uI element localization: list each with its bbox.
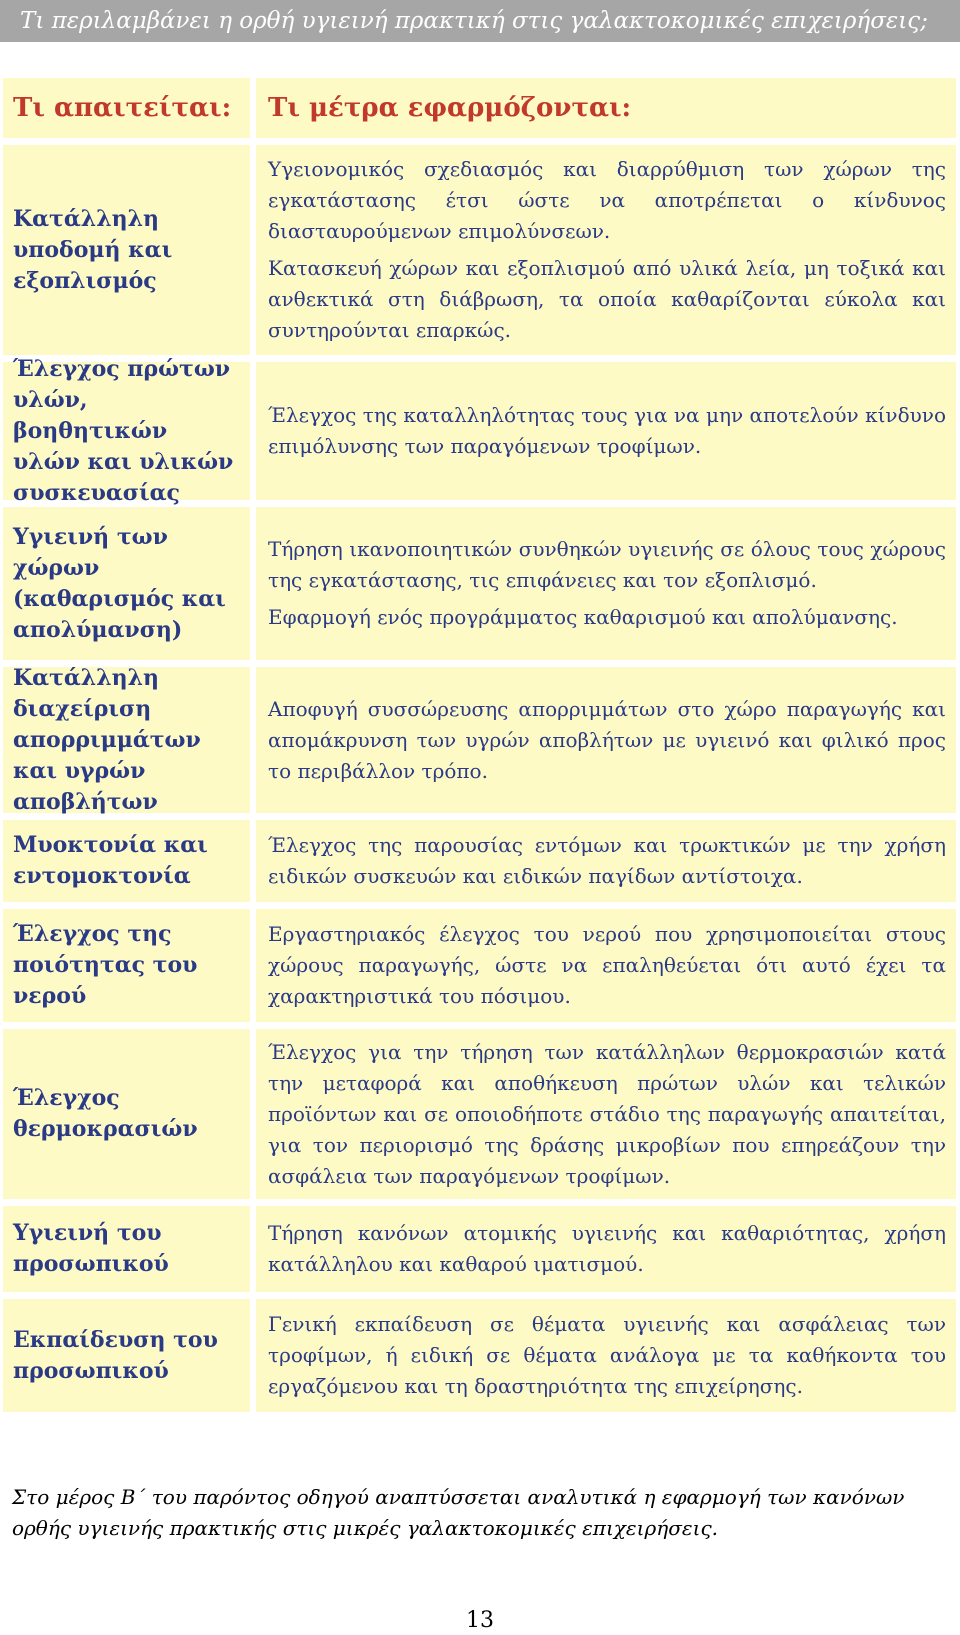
measures-cell: [256, 507, 956, 660]
table-row: [3, 909, 956, 1022]
measure-paragraph: Εφαρμογή ενός προγράμματος καθαρισμού και απολύμανσης.: [268, 605, 898, 629]
table-header-row: [3, 78, 956, 138]
measure-paragraph: Κατασκευή χώρων και εξοπλισμού από υλικά λεία, μη τοξικά και ανθεκτικά στη διάβρωση, τα οποία καθαρίζονται εύκολα και συντηρούνται επαρκώς.: [268, 256, 946, 342]
requirement-cell: Κατάλληλη διαχείριση απορριμμάτων και υγρών αποβλήτων: [3, 667, 250, 813]
hygiene-table: [3, 78, 956, 1419]
header-requirements: Τι απαιτείται:: [3, 78, 250, 138]
measure-paragraph: Αποφυγή συσσώρευσης απορριμμάτων στο χώρο παραγωγής και απομάκρυνση των υγρών αποβλήτων με υγιεινό και φιλικό προς το περιβάλλον τρόπο.: [268, 696, 946, 783]
measures-cell: [256, 909, 956, 1022]
footnote: Στο μέρος Β΄ του παρόντος οδηγού αναπτύσσεται αναλυτικά η εφαρμογή των κανόνων ορθής υγιεινής πρακτικής στις μικρές γαλακτοκομικές επιχειρήσεις.: [12, 1485, 905, 1540]
measure-paragraph: Γενική εκπαίδευση σε θέματα υγιεινής και ασφάλειας των τροφίμων, ή ειδική σε θέματα ανάλογα με τα καθήκοντα του εργαζόμενου και τη δραστηριότητα της επιχείρησης.: [268, 1312, 946, 1398]
requirement-cell: Μυοκτονία και εντομοκτονία: [3, 820, 250, 902]
measure-paragraph: Έλεγχος της παρουσίας εντόμων και τρωκτικών με την χρήση ειδικών συσκευών και ειδικών παγίδων αντίστοιχα.: [268, 833, 946, 888]
page-title: Τι περιλαμβάνει η ορθή υγιεινή πρακτική στις γαλακτοκομικές επιχειρήσεις;: [0, 0, 960, 42]
requirement-cell: Έλεγχος της ποιότητας του νερού: [3, 909, 250, 1022]
requirement-cell: Εκπαίδευση του προσωπικού: [3, 1299, 250, 1412]
measure-paragraph: Υγειονομικός σχεδιασμός και διαρρύθμιση των χώρων της εγκατάστασης έτσι ώστε να αποτρέπεται ο κίνδυνος διασταυρούμενων επιμολύνσεων.: [268, 157, 946, 243]
table-row: [3, 145, 956, 355]
requirement-cell: Έλεγχος θερμοκρασιών: [3, 1029, 250, 1199]
table-row: [3, 1029, 956, 1199]
measures-cell: [256, 1299, 956, 1412]
measure-paragraph: Εργαστηριακός έλεγχος του νερού που χρησιμοποιείται στους χώρους παραγωγής, ώστε να επαληθεύεται ότι αυτό έχει τα χαρακτηριστικά του πόσιμου.: [268, 922, 946, 1008]
measure-paragraph: Έλεγχος της καταλληλότητας τους για να μην αποτελούν κίνδυνο επιμόλυνσης των παραγόμενων τροφίμων.: [268, 403, 946, 458]
measures-cell: [256, 145, 956, 355]
measure-paragraph: Τήρηση κανόνων ατομικής υγιεινής και καθαριότητας, χρήση κατάλληλου και καθαρού ιματισμού.: [268, 1221, 946, 1276]
measures-cell: [256, 1029, 956, 1199]
measures-cell: [256, 667, 956, 813]
measures-cell: [256, 362, 956, 500]
requirement-cell: Κατάλληλη υποδομή και εξοπλισμός: [3, 145, 250, 355]
requirement-cell: Υγιεινή του προσωπικού: [3, 1206, 250, 1292]
requirement-cell: Υγιεινή των χώρων (καθαρισμός και απολύμανση): [3, 507, 250, 660]
measures-cell: [256, 820, 956, 902]
table-row: [3, 355, 956, 506]
header-measures: Τι μέτρα εφαρμόζονται:: [256, 78, 956, 138]
measure-paragraph: Έλεγχος για την τήρηση των κατάλληλων θερμοκρασιών κατά την μεταφορά και αποθήκευση πρώτων υλών και τελικών προϊόντων και σε οποιοδήποτε στάδιο της παραγωγής απαιτείται, για τον περιορισμό της δράσης μικροβίων που επηρεάζουν την ασφάλεια των παραγόμενων τροφίμων.: [268, 1039, 946, 1188]
page-number: 13: [466, 1608, 494, 1633]
table-row: [3, 820, 956, 902]
measures-cell: [256, 1206, 956, 1292]
table-row: [3, 1206, 956, 1292]
table-row: [3, 1299, 956, 1412]
table-row: [3, 664, 956, 815]
measure-paragraph: Τήρηση ικανοποιητικών συνθηκών υγιεινής σε όλους τους χώρους της εγκατάστασης, τις επιφάνειες και τον εξοπλισμό.: [268, 537, 946, 592]
table-row: [3, 507, 956, 660]
requirement-cell: Έλεγχος πρώτων υλών, βοηθητικών υλών και υλικών συσκευασίας: [3, 362, 250, 500]
